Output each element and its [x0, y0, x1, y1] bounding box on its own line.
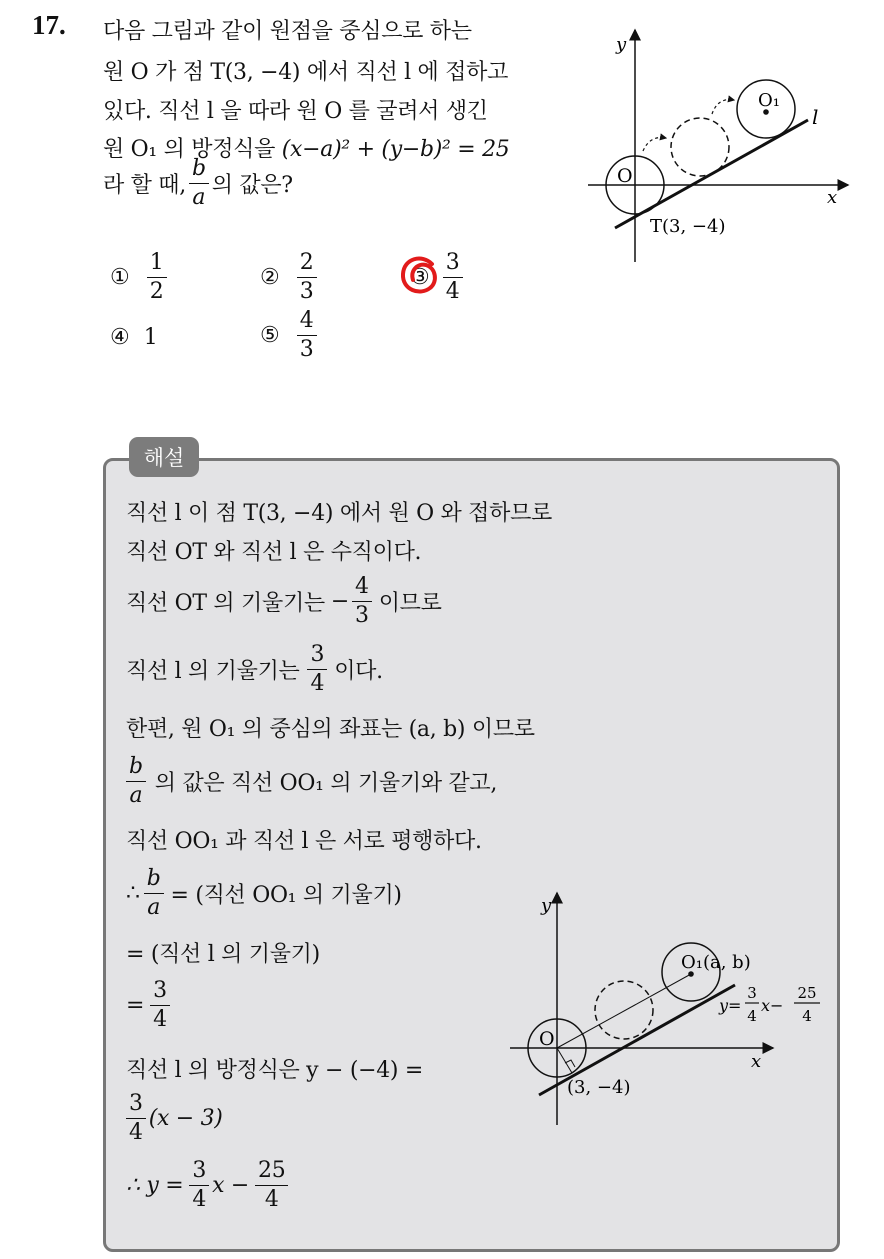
solution-line-9: = (직선 l 의 기울기) — [126, 942, 320, 967]
final-equation-mid: x − — [212, 1173, 249, 1198]
fig2-o-label: O — [539, 1028, 555, 1050]
question-line-4-text: 원 O₁ 의 방정식을 — [103, 137, 276, 162]
fraction-numerator: b — [189, 158, 209, 184]
fig1-y-label: y — [616, 34, 627, 55]
fig1-o1-label: O₁ — [758, 90, 780, 111]
question-line-2: 원 O 가 점 T(3, −4) 에서 직선 l 에 접하고 — [103, 60, 509, 85]
question-line-5 — [103, 158, 293, 209]
solution-line-3 — [126, 576, 442, 627]
fig2-eq-mid: x− — [761, 996, 784, 1015]
eq-slope-num: 3 — [126, 1093, 146, 1119]
choice-1-num: 1 — [147, 252, 167, 278]
choice-2-den: 3 — [299, 279, 314, 304]
choice-5-num: 4 — [297, 310, 317, 336]
solution-line-8 — [126, 868, 402, 919]
solution-line-1: 직선 l 이 점 T(3, −4) 에서 원 O 와 접하므로 — [126, 501, 552, 526]
solution-line-4 — [126, 644, 383, 695]
fig2-o1-label: O₁(a, b) — [681, 952, 751, 973]
choice-3-mark: ③ — [410, 265, 430, 290]
ot-slope-den: 3 — [355, 603, 369, 628]
ba-den: a — [129, 783, 143, 808]
l-slope-den: 4 — [310, 671, 325, 696]
fig1-o-label: O — [617, 165, 633, 187]
ot-slope-num: 4 — [352, 576, 372, 602]
fig1-roll-arrow-2 — [712, 100, 734, 114]
solution-line-13 — [126, 1160, 291, 1211]
fig1-x-label: x — [827, 187, 838, 208]
fig2-eq-num2: 25 — [797, 984, 817, 1002]
final-slope-den: 4 — [192, 1187, 207, 1212]
fig2-t-label: (3, −4) — [567, 1077, 631, 1098]
fig1-roll-arrow-1 — [643, 138, 666, 151]
question-line-5-end: 의 값은? — [211, 173, 293, 198]
choice-2-mark: ② — [260, 265, 280, 290]
slope-result-den: 4 — [153, 1007, 167, 1032]
equals-sign: = — [126, 993, 145, 1018]
final-intercept-num: 25 — [255, 1160, 288, 1186]
solution-line-10 — [126, 980, 173, 1031]
solution-line-6-text: 의 값은 직선 OO₁ 의 기울기와 같고, — [154, 771, 498, 796]
fig2-x-label: x — [751, 1051, 762, 1072]
choice-3-den: 4 — [445, 279, 460, 304]
solution-line-7: 직선 OO₁ 과 직선 l 은 서로 평행하다. — [126, 829, 482, 854]
choice-2[interactable] — [260, 252, 320, 303]
solution-line-4-end: 이다. — [334, 659, 383, 684]
solution-line-2: 직선 OT 와 직선 l 은 수직이다. — [126, 540, 422, 565]
choice-2-num: 2 — [297, 252, 317, 278]
question-number: 17. — [32, 10, 66, 40]
fig2-y-label: y — [541, 895, 552, 916]
figure-2-solution-diagram — [505, 885, 825, 1130]
therefore-sign: ∴ — [126, 881, 140, 906]
solution-line-12-text: (x − 3) — [148, 1106, 223, 1131]
ba-num-2: b — [144, 868, 164, 894]
fig1-t-label: T(3, −4) — [650, 216, 726, 237]
fig1-line-l — [615, 120, 808, 228]
question-line-3: 있다. 직선 l 을 따라 원 O 를 굴려서 생긴 — [103, 99, 488, 124]
solution-line-12 — [126, 1093, 223, 1144]
final-slope-num: 3 — [189, 1160, 209, 1186]
solution-line-5: 한편, 원 O₁ 의 중심의 좌표는 (a, b) 이므로 — [126, 717, 535, 742]
fig1-l-label: l — [812, 105, 819, 129]
solution-line-3-text: 직선 OT 의 기울기는 — [126, 591, 325, 616]
answer-circle-mark — [398, 254, 442, 302]
l-slope-num: 3 — [307, 644, 327, 670]
choice-3-num: 3 — [443, 252, 463, 278]
choice-4[interactable] — [110, 325, 158, 350]
minus-sign: − — [330, 589, 349, 614]
fig1-dashed-circle — [671, 118, 729, 176]
choice-5-den: 3 — [299, 337, 314, 362]
solution-badge: 해설 — [129, 437, 199, 477]
solution-line-4-text: 직선 l 의 기울기는 — [126, 659, 300, 684]
ba-num: b — [126, 756, 146, 782]
fig2-eq-num1: 3 — [747, 984, 757, 1002]
slope-result-num: 3 — [150, 980, 170, 1006]
solution-line-8-text: = (직선 OO₁ 의 기울기) — [170, 883, 402, 908]
solution-line-11: 직선 l 의 방정식은 y − (−4) = — [126, 1058, 424, 1083]
ba-den-2: a — [147, 895, 161, 920]
fraction-denominator: a — [192, 185, 206, 210]
solution-line-6 — [126, 756, 497, 807]
choice-1[interactable] — [110, 252, 170, 303]
choice-4-value: 1 — [143, 325, 158, 350]
choice-5-mark: ⑤ — [260, 323, 280, 348]
circle-equation: (x−a)² + (y−b)² = 25 — [281, 137, 510, 162]
fig2-eq-den1: 4 — [747, 1007, 757, 1025]
fraction-b-over-a — [189, 158, 209, 209]
choice-1-den: 2 — [149, 279, 164, 304]
question-line-1: 다음 그림과 같이 원점을 중심으로 하는 — [103, 19, 472, 44]
choice-4-mark: ④ — [110, 325, 130, 350]
eq-slope-den: 4 — [129, 1120, 143, 1145]
fig2-dashed-circle — [595, 981, 653, 1039]
solution-line-3-end: 이므로 — [378, 591, 442, 616]
final-intercept-den: 4 — [264, 1187, 279, 1212]
final-equation-start: ∴ y = — [126, 1173, 184, 1198]
question-line-5-text: 라 할 때, — [103, 173, 186, 198]
fig2-eq-pre: y= — [719, 996, 742, 1015]
figure-1-circle-rolling — [580, 20, 860, 270]
choice-5[interactable] — [260, 310, 320, 361]
fig2-eq-den2: 4 — [802, 1007, 812, 1025]
fig2-line-oo1 — [557, 974, 691, 1048]
choice-1-mark: ① — [110, 265, 130, 290]
